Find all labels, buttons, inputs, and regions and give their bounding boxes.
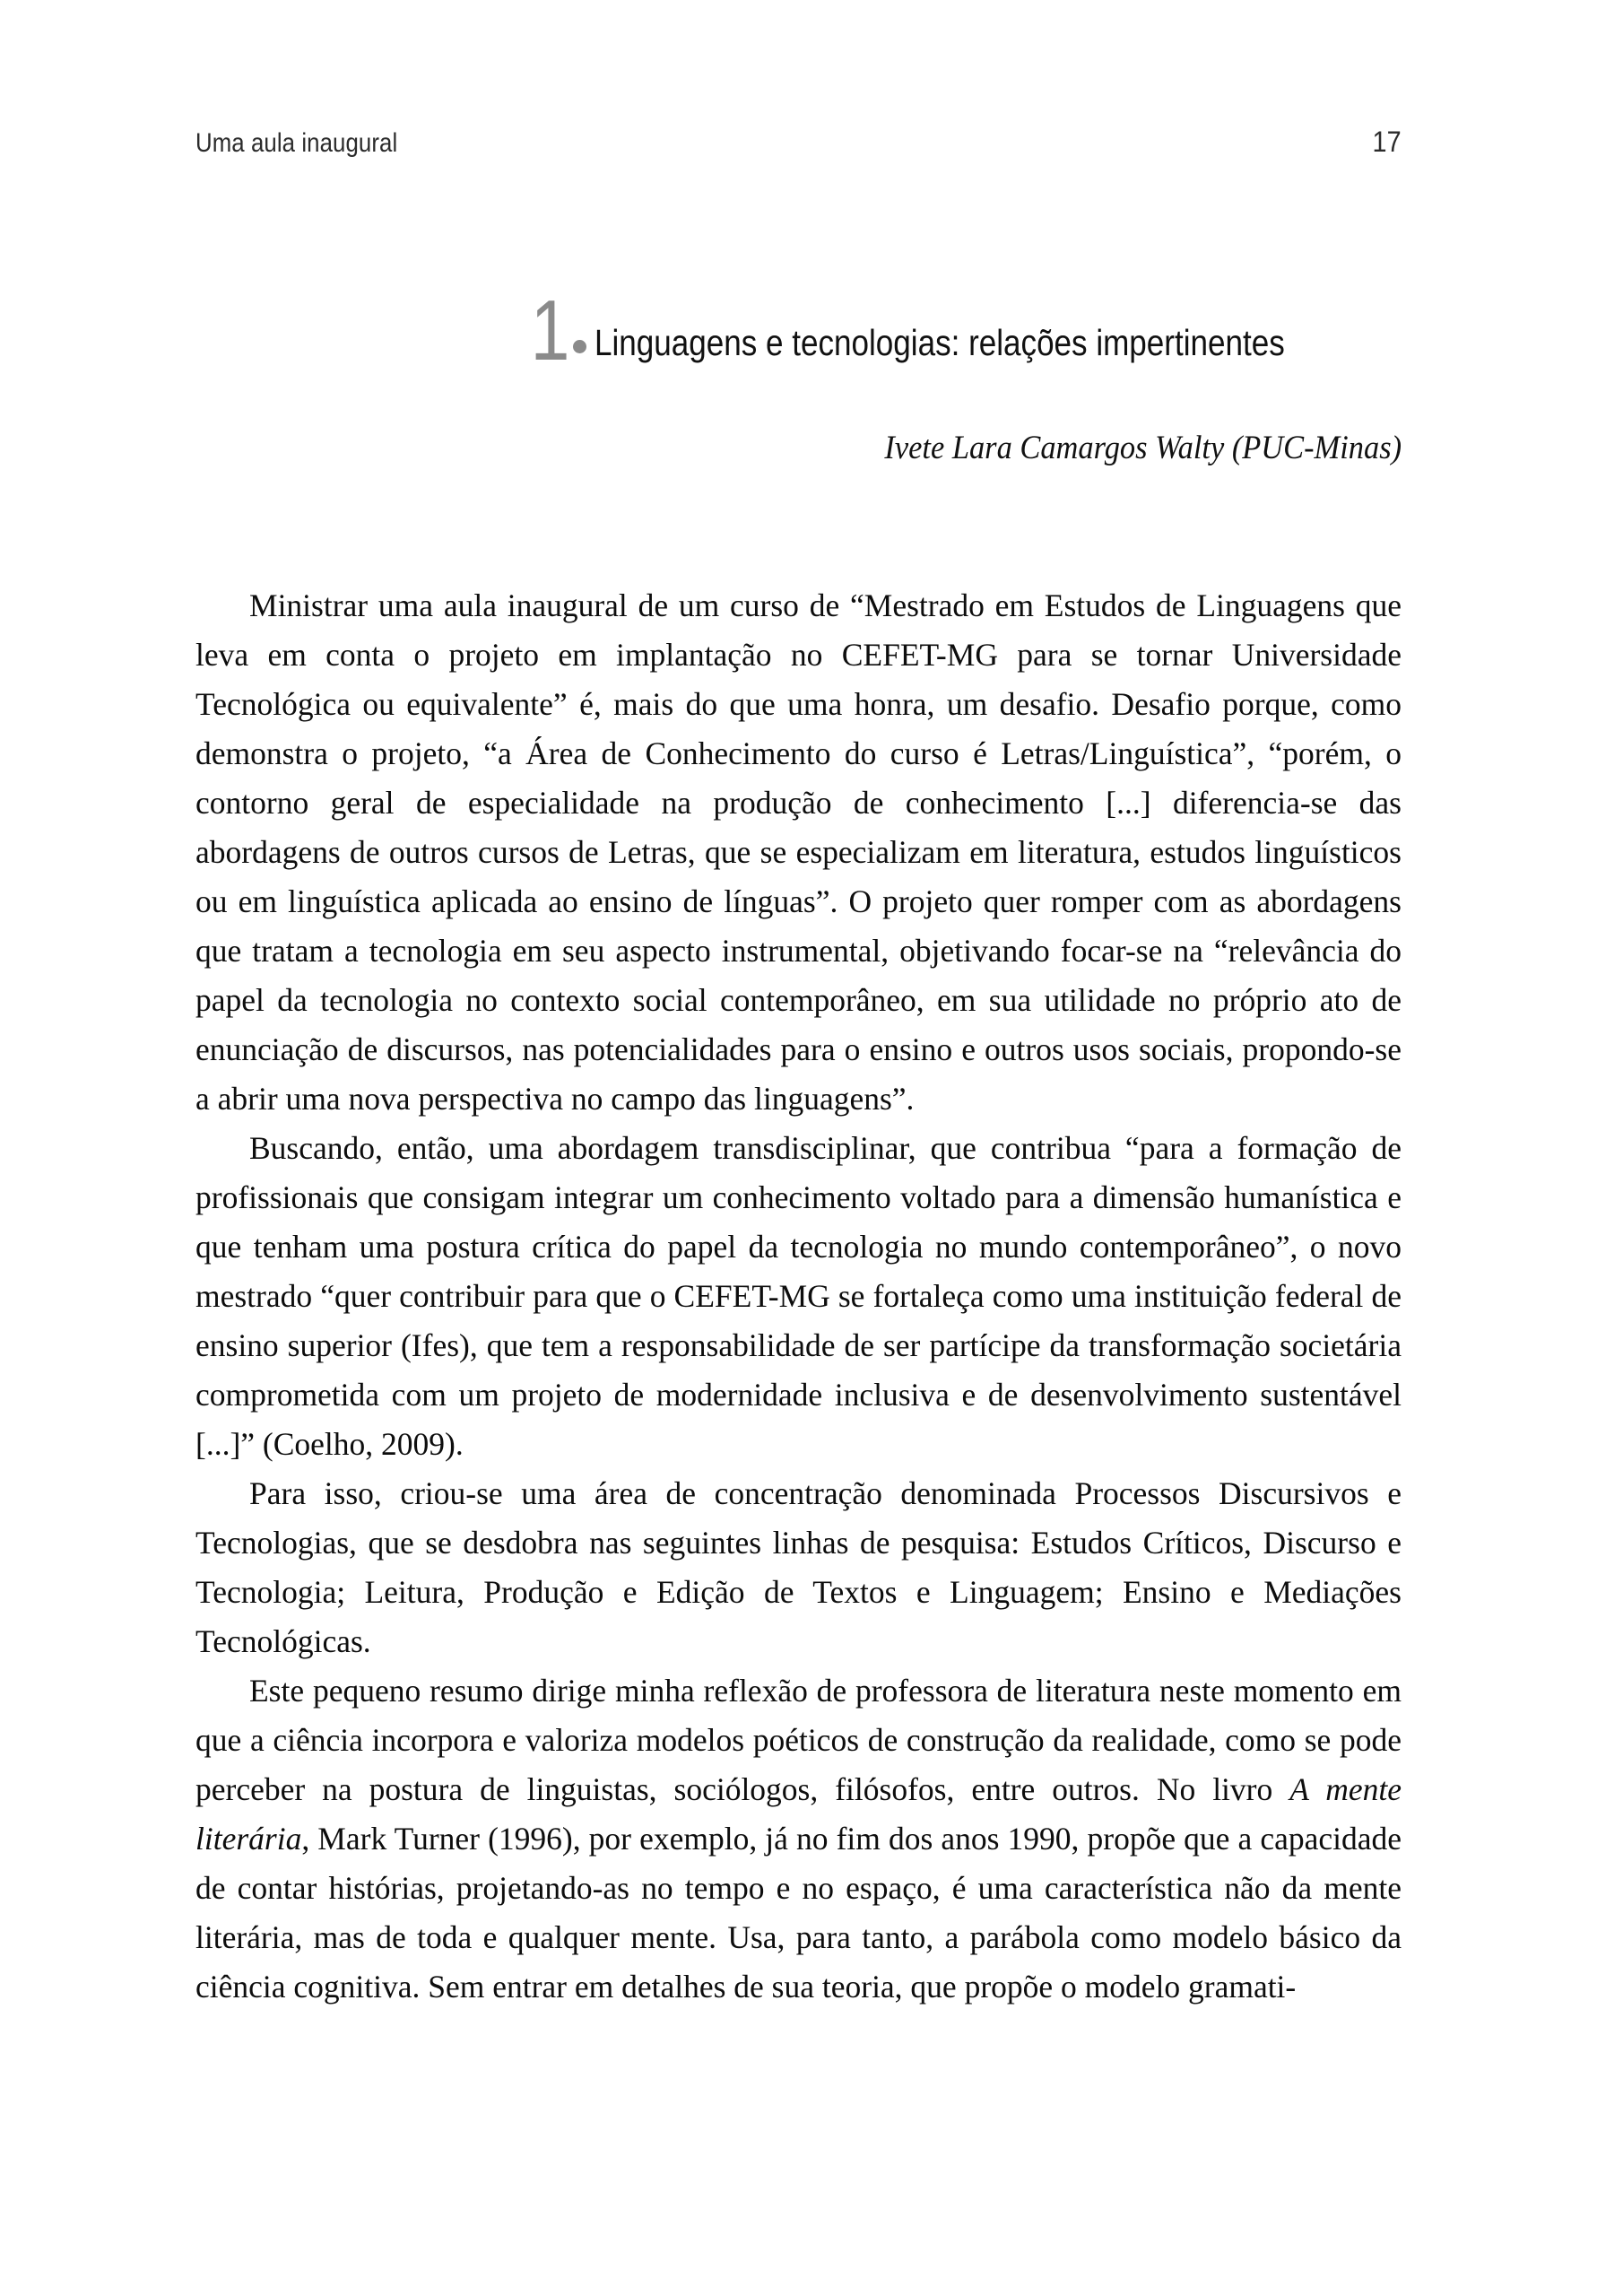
paragraph: Buscando, então, uma abordagem transdisciplinar, que contribua “para a formação de profissionais que consigam integrar um conhecimento voltado para a dimensão humanística e que tenham uma postura crítica do papel da tecnologia no mundo contemporâneo”, o novo mestrado “quer contribuir para que o CEFET-MG se fortaleça como uma instituição federal de ensino superior (Ifes), que tem a responsabilidade de ser partícipe da transformação societária comprometida com um projeto de modernidade inclusiva e de desenvolvimento sustentável [...]” (Coelho, 2009). (195, 1130, 1402, 1462)
body-text (195, 581, 1402, 2012)
paragraph-text-part-1: Este pequeno resumo dirige minha reflexão de professora de literatura neste momento em que a ciência incorpora e valoriza modelos poéticos de construção da realidade, como se pode perceber na postura de linguistas, sociólogos, filósofos, entre outros. No livro (195, 1673, 1402, 1807)
book-title-italic: A mente literária (195, 1771, 1402, 1857)
author-byline (195, 429, 1402, 467)
author-name: Ivete Lara Camargos Walty (PUC-Minas) (884, 430, 1402, 466)
bullet-dot-icon (573, 340, 586, 353)
running-head-title: Uma aula inaugural (195, 128, 398, 158)
page-number: 17 (1372, 126, 1402, 158)
paragraph: Para isso, criou-se uma área de concentração denominada Processos Discursivos e Tecnologias, que se desdobra nas seguintes linhas de pesquisa: Estudos Críticos, Discurso e Tecnologia; Leitura, Produção e Edição de Textos e Linguagem; Ensino e Mediações Tecnológicas. (195, 1475, 1402, 1659)
paragraph: Ministrar uma aula inaugural de um curso de “Mestrado em Estudos de Linguagens que leva em conta o projeto em implantação no CEFET-MG para se tornar Universidade Tecnológica ou equivalente” é, mais do que uma honra, um desafio. Desafio porque, como demonstra o projeto, “a Área de Conhecimento do curso é Letras/Linguística”, “porém, o contorno geral de especialidade na produção de conhecimento [...] diferencia-se das abordagens de outros cursos de Letras, que se especializam em literatura, estudos linguísticos ou em linguística aplicada ao ensino de línguas”. O projeto quer romper com as abordagens que tratam a tecnologia em seu aspecto instrumental, objetivando focar-se na “relevância do papel da tecnologia no contexto social contemporâneo, em sua utilidade no próprio ato de enunciação de discursos, nas potencialidades para o ensino e outros usos sociais, propondo-se a abrir uma nova perspectiva no campo das linguagens”. (195, 587, 1402, 1117)
chapter-heading (195, 283, 1402, 378)
paragraph-text-part-2: , Mark Turner (1996), por exemplo, já no fim dos anos 1990, propõe que a capacidade de contar histórias, projetando-as no tempo e no espaço, é uma característica não da mente literária, mas de toda e qualquer mente. Usa, para tanto, a parábola como modelo básico da ciência cognitiva. Sem entrar em detalhes de sua teoria, que propõe o modelo gramati- (195, 1821, 1402, 2005)
paragraph (195, 1666, 1402, 2012)
chapter-number: 1 (530, 283, 570, 378)
chapter-title: Linguagens e tecnologias: relações impertinentes (594, 321, 1285, 363)
running-head (195, 126, 1402, 167)
